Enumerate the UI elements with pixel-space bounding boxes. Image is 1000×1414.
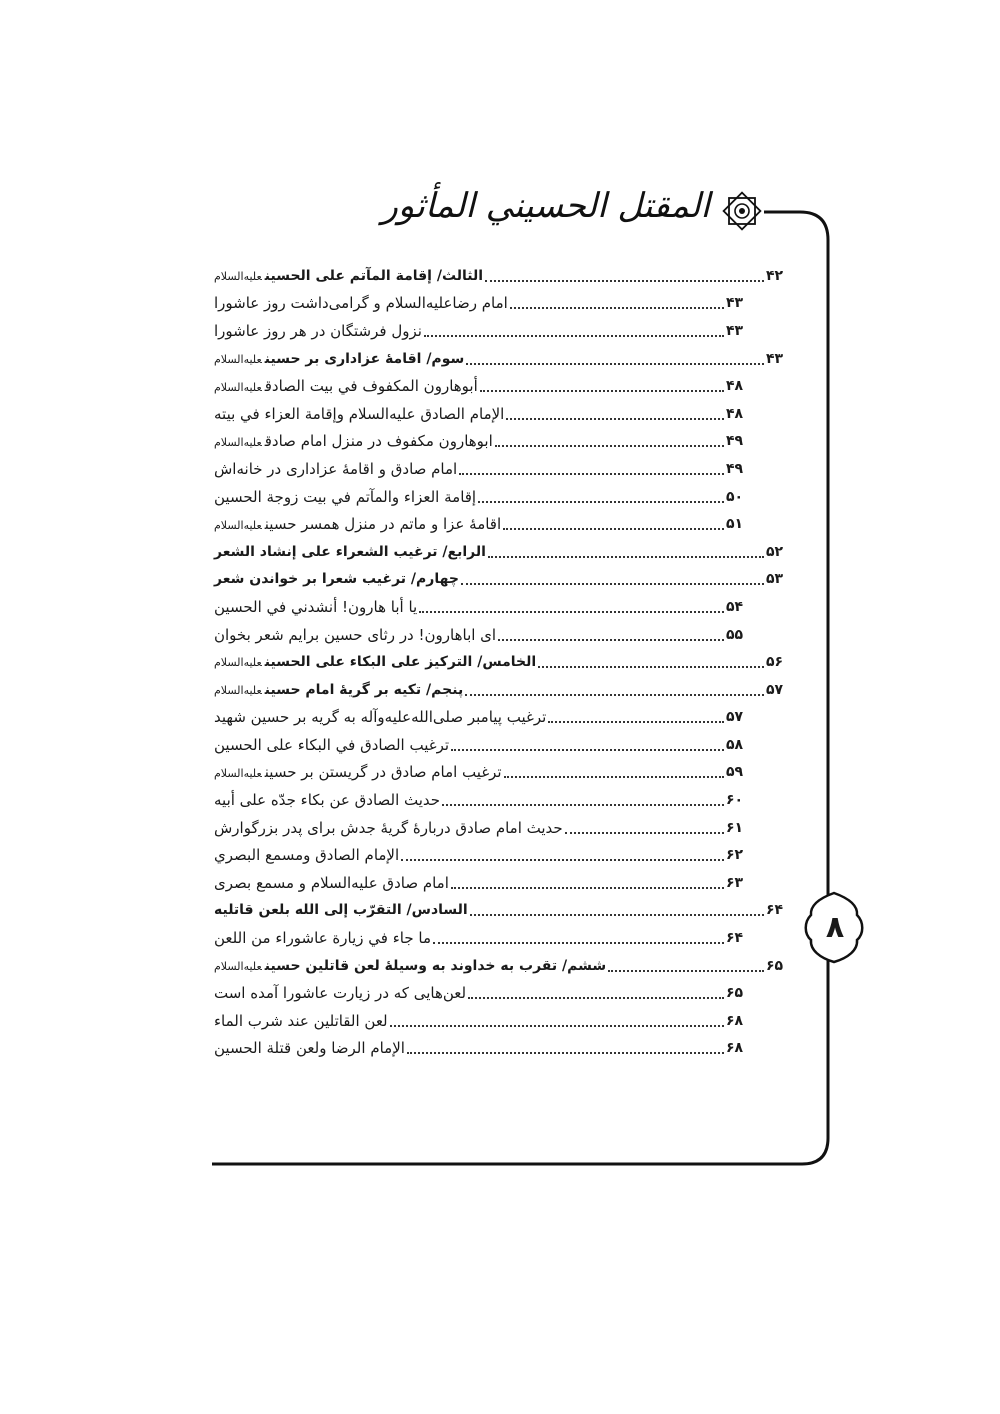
toc-entry [212, 262, 792, 290]
toc-entry-page: ۵۷ [766, 681, 784, 698]
toc-entry [212, 648, 792, 676]
toc-entry-page: ۵۳ [766, 571, 784, 588]
toc-entry-title: امام رضاعليه‌السلام و گرامی‌داشت روز عاشورا [214, 294, 508, 313]
book-title: المقتل الحسيني المأثور [381, 186, 710, 226]
dot-leader [478, 487, 724, 503]
toc-entry-title: الإمام الرضا ولعن قتلة الحسين [214, 1039, 405, 1058]
dot-leader [466, 349, 764, 365]
toc-entry [212, 621, 792, 649]
toc-entry-title: ترغيب پيامبر صلی‌الله‌عليه‌وآله به گريه بر حسين شهيد [214, 708, 547, 727]
toc-entry-page: ۵۱ [726, 516, 744, 533]
toc-entry [212, 483, 792, 511]
toc-entry-page: ۶۸ [726, 1012, 744, 1029]
toc-entry-title: الإمام الصادق ومسمع البصري [214, 846, 400, 865]
toc-entry-page: ۶۴ [766, 902, 784, 919]
toc-entry-title: الثالث/ إقامة المآتم على الحسينعليه‌السلام [214, 267, 484, 284]
toc-entry-title: ترغيب الصادق في البكاء على الحسين [214, 735, 450, 754]
toc-entry-title: الرابع/ ترغيب الشعراء على إنشاد الشعر [214, 543, 486, 560]
toc-entry [212, 290, 792, 318]
toc-entry-page: ۶۵ [766, 957, 784, 974]
dot-leader [390, 1011, 724, 1027]
toc-entry-page: ۶۱ [726, 819, 744, 836]
toc-entry-page: ۵۷ [726, 709, 744, 726]
toc-entry [212, 676, 792, 704]
toc-entry-page: ۴۲ [766, 267, 784, 284]
toc-entry [212, 345, 792, 373]
toc-entry-title: پنجم/ تكيه بر گريهٔ امام حسينعليه‌السلام [214, 681, 464, 698]
toc-entry [212, 455, 792, 483]
toc-entry [212, 869, 792, 897]
dot-leader [419, 597, 724, 613]
toc-entry-page: ۵۵ [726, 626, 744, 643]
dot-leader [401, 845, 724, 861]
toc-entry-title: ای اباهارون! در رثای حسين برايم شعر بخوان [214, 625, 497, 644]
toc-entry-page: ۵۲ [766, 543, 784, 560]
emblem-icon [720, 189, 764, 233]
toc-entry-title: سوم/ اقامهٔ عزاداری بر حسینعليه‌السلام [214, 350, 465, 367]
toc-entry-title: إقامة العزاء والمآتم في بيت زوجة الحسين [214, 487, 477, 506]
toc-entry-title: ترغيب امام صادق در گريستن بر حسينعليه‌السلام [214, 763, 502, 782]
toc-entry-page: ۵۶ [766, 654, 784, 671]
toc-entry [212, 1035, 792, 1063]
honorific: عليه‌السلام [214, 767, 262, 781]
toc-entry-page: ۶۰ [726, 792, 744, 809]
dot-leader [510, 293, 724, 309]
toc-entry [212, 759, 792, 787]
toc-entry-page: ۵۰ [726, 488, 744, 505]
dot-leader [506, 404, 724, 420]
toc-entry-title: حديث امام صادق دربارهٔ گريهٔ جدش برای پدر بزرگوارش [214, 818, 563, 837]
toc-entry [212, 704, 792, 732]
honorific: عليه‌السلام [214, 519, 262, 533]
toc-entry-title: أبوهارون المكفوف في بيت الصادقعليه‌السلام [214, 377, 478, 396]
page-number: ۸ [825, 909, 845, 945]
toc-entry-page: ۶۳ [726, 874, 744, 891]
honorific: عليه‌السلام [214, 352, 262, 366]
toc-entry [212, 372, 792, 400]
toc-entry-title: اقامهٔ عزا و ماتم در منزل همسر حسينعليه‌السلام [214, 515, 502, 534]
toc-entry-title: يا أبا هارون! أنشدني في الحسين [214, 597, 418, 616]
honorific: عليه‌السلام [214, 436, 262, 450]
toc-entry-title: نزول فرشتگان در هر روز عاشورا [214, 321, 422, 340]
toc-entry-title: حديث الصادق عن بكاء جدّه على أبيه [214, 791, 441, 810]
dot-leader [608, 956, 764, 972]
toc-entry-title: لعن‌هايی كه در زيارت عاشورا آمده است [214, 984, 467, 1003]
toc-entry-title: امام صادق و اقامهٔ عزاداری در خانه‌اش [214, 459, 458, 478]
dot-leader [470, 900, 764, 916]
dot-leader [504, 762, 724, 778]
toc-entry-page: ۴۳ [726, 295, 744, 312]
toc-entry [212, 400, 792, 428]
toc-entry-page: ۶۵ [726, 985, 744, 1002]
toc-entry [212, 428, 792, 456]
dot-leader [424, 321, 724, 337]
honorific: عليه‌السلام [214, 656, 262, 670]
toc-entry-page: ۵۹ [726, 764, 744, 781]
toc-entry [212, 841, 792, 869]
table-of-contents [212, 262, 792, 1062]
toc-entry [212, 1007, 792, 1035]
toc-entry-page: ۶۲ [726, 847, 744, 864]
toc-entry-page: ۶۴ [726, 930, 744, 947]
dot-leader [503, 514, 724, 530]
dot-leader [488, 542, 764, 558]
toc-entry [212, 814, 792, 842]
toc-entry [212, 731, 792, 759]
toc-entry [212, 979, 792, 1007]
toc-entry-title: السادس/ التقرّب إلى الله بلعن قاتليه [214, 902, 468, 919]
dot-leader [451, 873, 724, 889]
toc-entry-page: ۵۴ [726, 598, 744, 615]
dot-leader [451, 735, 724, 751]
toc-entry-title: چهارم/ ترغيب شعرا بر خواندن شعر [214, 571, 459, 588]
dot-leader [459, 459, 724, 475]
honorific: عليه‌السلام [214, 269, 262, 283]
dot-leader [442, 790, 724, 806]
toc-entry-title: الإمام الصادق عليه‌السلام وإقامة العزاء في بيته [214, 404, 505, 423]
toc-entry [212, 897, 792, 925]
toc-entry-page: ۴۹ [726, 460, 744, 477]
dot-leader [495, 431, 724, 447]
toc-entry [212, 566, 792, 594]
toc-entry [212, 786, 792, 814]
toc-entry-page: ۵۸ [726, 736, 744, 753]
honorific: عليه‌السلام [214, 381, 262, 395]
toc-entry [212, 510, 792, 538]
toc-entry-title: امام صادق عليه‌السلام و مسمع بصری [214, 873, 449, 892]
toc-entry [212, 924, 792, 952]
dot-leader [465, 680, 764, 696]
toc-entry-title: ششم/ تقرب به خداوند به وسيلهٔ لعن قاتلين حسينعليه‌السلام [214, 957, 607, 974]
toc-entry-title: الخامس/ التركيز على البكاء على الحسينعليه‌السلام [214, 654, 537, 671]
dot-leader [407, 1038, 724, 1054]
dot-leader [485, 266, 764, 282]
dot-leader [480, 376, 724, 392]
dot-leader [538, 652, 764, 668]
toc-entry-title: ابوهارون مكفوف در منزل امام صادقعليه‌السلام [214, 432, 493, 451]
toc-entry [212, 538, 792, 566]
toc-entry-page: ۴۸ [726, 405, 744, 422]
dot-leader [565, 818, 724, 834]
toc-entry [212, 317, 792, 345]
honorific: عليه‌السلام [214, 959, 262, 973]
toc-entry-page: ۶۸ [726, 1040, 744, 1057]
toc-entry-page: ۴۳ [766, 350, 784, 367]
honorific: عليه‌السلام [214, 683, 262, 697]
toc-entry [212, 593, 792, 621]
toc-entry [212, 952, 792, 980]
dot-leader [461, 569, 764, 585]
toc-entry-page: ۴۸ [726, 378, 744, 395]
toc-entry-title: ما جاء في زيارة عاشوراء من اللعن [214, 929, 431, 948]
dot-leader [433, 928, 724, 944]
toc-entry-title: لعن القاتلين عند شرب الماء [214, 1011, 388, 1030]
toc-entry-page: ۴۳ [726, 322, 744, 339]
dot-leader [468, 983, 724, 999]
dot-leader [498, 625, 724, 641]
toc-entry-page: ۴۹ [726, 433, 744, 450]
dot-leader [548, 707, 724, 723]
